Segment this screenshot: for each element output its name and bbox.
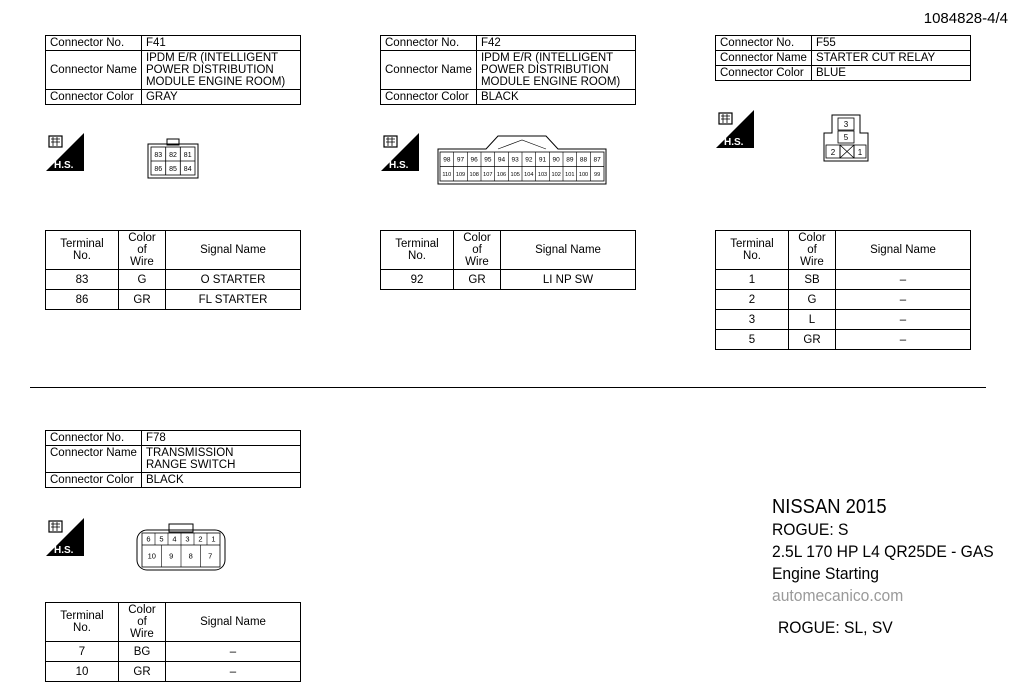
document-id: 1084828-4/4: [923, 10, 1008, 27]
wire-color-cell: G: [119, 270, 166, 290]
signal-name-cell: O STARTER: [166, 270, 301, 290]
hs-harness-side-icon: [46, 133, 84, 171]
connector-info-f55: [715, 35, 971, 81]
connector-f78-face: [135, 520, 227, 572]
header-wire: Wire: [130, 628, 154, 640]
table-row: [716, 330, 971, 350]
name-line: IPDM E/R (INTELLIGENT: [145, 52, 279, 64]
label-connector-color: Connector Color: [716, 66, 812, 81]
pin-label: 103: [537, 171, 548, 178]
system-name: Engine Starting: [772, 564, 879, 583]
signal-name-cell: FL STARTER: [166, 290, 301, 310]
header-color-of-wire: [119, 231, 166, 270]
pin-label: 85: [169, 166, 177, 173]
name-line: POWER DISTRIBUTION: [480, 64, 609, 76]
connector-f78-pin-grid: [146, 533, 215, 567]
connector-info-f42: [380, 35, 636, 105]
label-connector-name: Connector Name: [716, 51, 812, 66]
pin-label: 108: [469, 171, 479, 178]
label-connector-no: Connector No.: [46, 431, 142, 446]
pin-label: 110: [442, 171, 452, 178]
terminal-cell: 92: [381, 270, 454, 290]
hs-label: H.S.: [724, 137, 744, 148]
pin-label: 96: [470, 156, 478, 164]
wire-color-cell: GR: [789, 330, 836, 350]
label-connector-color: Connector Color: [46, 473, 142, 488]
pin-label: 10: [147, 551, 156, 561]
table-row: [46, 642, 301, 662]
pin-label: 2: [830, 148, 836, 157]
name-line: MODULE ENGINE ROOM): [145, 76, 286, 88]
pin-label: 105: [510, 171, 520, 178]
connector-color-value: BLUE: [811, 66, 970, 81]
signal-name-cell: –: [836, 310, 971, 330]
header-terminal-no: Terminal No.: [46, 603, 119, 642]
header-color-of-wire: [119, 603, 166, 642]
name-line: POWER DISTRIBUTION: [145, 64, 274, 76]
hs-label: H.S.: [54, 545, 74, 556]
pin-label: 90: [552, 156, 560, 164]
vehicle-model: ROGUE: S: [772, 520, 849, 539]
terminal-cell: 83: [46, 270, 119, 290]
label-connector-color: Connector Color: [381, 90, 477, 105]
table-row: [381, 270, 636, 290]
connector-no-value: F55: [811, 36, 970, 51]
header-signal-name: Signal Name: [501, 231, 636, 270]
pin-label: 9: [169, 551, 174, 561]
pin-label: 3: [185, 534, 190, 544]
table-row: [46, 270, 301, 290]
header-color-of-wire: [789, 231, 836, 270]
wire-color-cell: GR: [119, 290, 166, 310]
wire-color-cell: L: [789, 310, 836, 330]
connector-name-value: [141, 446, 300, 473]
name-line: IPDM E/R (INTELLIGENT: [480, 52, 614, 64]
label-connector-color: Connector Color: [46, 90, 142, 105]
label-connector-no: Connector No.: [381, 36, 477, 51]
label-connector-no: Connector No.: [46, 36, 142, 51]
name-line: MODULE ENGINE ROOM): [480, 76, 621, 88]
connector-info-f41: [45, 35, 301, 105]
header-signal-name: Signal Name: [166, 603, 301, 642]
wire-color-cell: G: [789, 290, 836, 310]
trim-levels: ROGUE: SL, SV: [778, 618, 893, 637]
pin-label: 101: [565, 171, 575, 178]
terminal-table-f78: [45, 602, 301, 682]
terminal-cell: 10: [46, 662, 119, 682]
pin-label: 104: [524, 171, 534, 178]
header-terminal-no: Terminal No.: [381, 231, 454, 270]
pin-label: 92: [525, 156, 533, 164]
header-color-of: Color of: [128, 232, 156, 256]
header-color-of: Color of: [463, 232, 491, 256]
connector-name-value: [476, 51, 635, 90]
pin-label: 4: [172, 534, 177, 544]
pin-label: 82: [169, 152, 177, 159]
signal-name-cell: –: [166, 642, 301, 662]
pin-label: 95: [484, 156, 492, 164]
engine-description: 2.5L 170 HP L4 QR25DE - GAS: [772, 542, 994, 561]
pin-label: 94: [497, 156, 506, 164]
connector-no-value: F42: [476, 36, 635, 51]
hs-harness-side-icon: [716, 110, 754, 148]
header-signal-name: Signal Name: [836, 231, 971, 270]
terminal-table-f55: [715, 230, 971, 350]
pin-label: 102: [551, 171, 561, 178]
wire-color-cell: SB: [789, 270, 836, 290]
vehicle-title: NISSAN 2015: [772, 496, 887, 518]
terminal-table-f41: [45, 230, 301, 310]
terminal-cell: 86: [46, 290, 119, 310]
pin-label: 83: [154, 152, 163, 159]
terminal-cell: 2: [716, 290, 789, 310]
table-row: [716, 290, 971, 310]
pin-label: 99: [594, 171, 601, 178]
pin-label: 91: [538, 156, 547, 164]
connector-f41-face: [145, 136, 201, 180]
pin-label: 100: [578, 171, 589, 178]
signal-name-cell: –: [836, 330, 971, 350]
wire-color-cell: GR: [454, 270, 501, 290]
terminal-table-f42: [380, 230, 636, 290]
pin-label: 1: [211, 534, 216, 544]
connector-name-value: STARTER CUT RELAY: [811, 51, 970, 66]
header-color-of: Color of: [128, 604, 156, 628]
terminal-cell: 1: [716, 270, 789, 290]
header-signal-name: Signal Name: [166, 231, 301, 270]
watermark[interactable]: automecanico.com: [772, 586, 904, 605]
connector-name-value: [141, 51, 300, 90]
pin-label: 97: [456, 156, 465, 164]
pin-label: 81: [183, 152, 192, 159]
wire-color-cell: GR: [119, 662, 166, 682]
connector-color-value: GRAY: [141, 90, 300, 105]
label-connector-name: Connector Name: [46, 446, 142, 473]
name-line: RANGE SWITCH: [145, 459, 236, 471]
pin-label: 84: [183, 166, 192, 173]
header-wire: Wire: [800, 256, 824, 268]
label-connector-name: Connector Name: [381, 51, 477, 90]
signal-name-cell: LI NP SW: [501, 270, 636, 290]
signal-name-cell: –: [166, 662, 301, 682]
header-terminal-no: Terminal No.: [716, 231, 789, 270]
pin-label: 89: [566, 156, 574, 164]
hs-label: H.S.: [389, 160, 409, 171]
pin-label: 2: [198, 534, 203, 544]
connector-no-value: F41: [141, 36, 300, 51]
pin-label: 106: [496, 171, 507, 178]
pin-label: 1: [857, 148, 863, 157]
name-line: TRANSMISSION: [145, 447, 234, 459]
pin-label: 107: [483, 171, 493, 178]
signal-name-cell: –: [836, 270, 971, 290]
table-row: [716, 310, 971, 330]
header-wire: Wire: [465, 256, 489, 268]
connector-info-f78: [45, 430, 301, 488]
label-connector-no: Connector No.: [716, 36, 812, 51]
label-connector-name: Connector Name: [46, 51, 142, 90]
header-color-of: Color of: [798, 232, 826, 256]
terminal-cell: 5: [716, 330, 789, 350]
pin-label: 86: [154, 166, 163, 173]
pin-label: 5: [843, 133, 849, 142]
pin-label: 98: [443, 156, 451, 164]
hs-harness-side-icon: [381, 133, 419, 171]
connector-f55-face: [818, 113, 874, 165]
pin-label: 8: [188, 551, 193, 561]
signal-name-cell: –: [836, 290, 971, 310]
pin-label: 109: [455, 171, 466, 178]
wire-color-cell: BG: [119, 642, 166, 662]
header-color-of-wire: [454, 231, 501, 270]
header-terminal-no: Terminal No.: [46, 231, 119, 270]
terminal-cell: 7: [46, 642, 119, 662]
terminal-cell: 3: [716, 310, 789, 330]
pin-label: 5: [159, 534, 164, 544]
table-row: [46, 662, 301, 682]
connector-no-value: F78: [141, 431, 300, 446]
pin-label: 93: [511, 156, 519, 164]
pin-label: 87: [593, 156, 601, 164]
pin-label: 88: [579, 156, 588, 164]
table-row: [716, 270, 971, 290]
header-wire: Wire: [130, 256, 154, 268]
pin-label: 3: [843, 120, 849, 129]
hs-label: H.S.: [54, 160, 74, 171]
pin-label: 6: [146, 534, 151, 544]
pin-label: 7: [208, 551, 213, 561]
connector-color-value: BLACK: [476, 90, 635, 105]
connector-color-value: BLACK: [141, 473, 300, 488]
connector-f42-face: [436, 132, 608, 186]
section-divider: [30, 387, 986, 388]
hs-harness-side-icon: [46, 518, 84, 556]
table-row: [46, 290, 301, 310]
